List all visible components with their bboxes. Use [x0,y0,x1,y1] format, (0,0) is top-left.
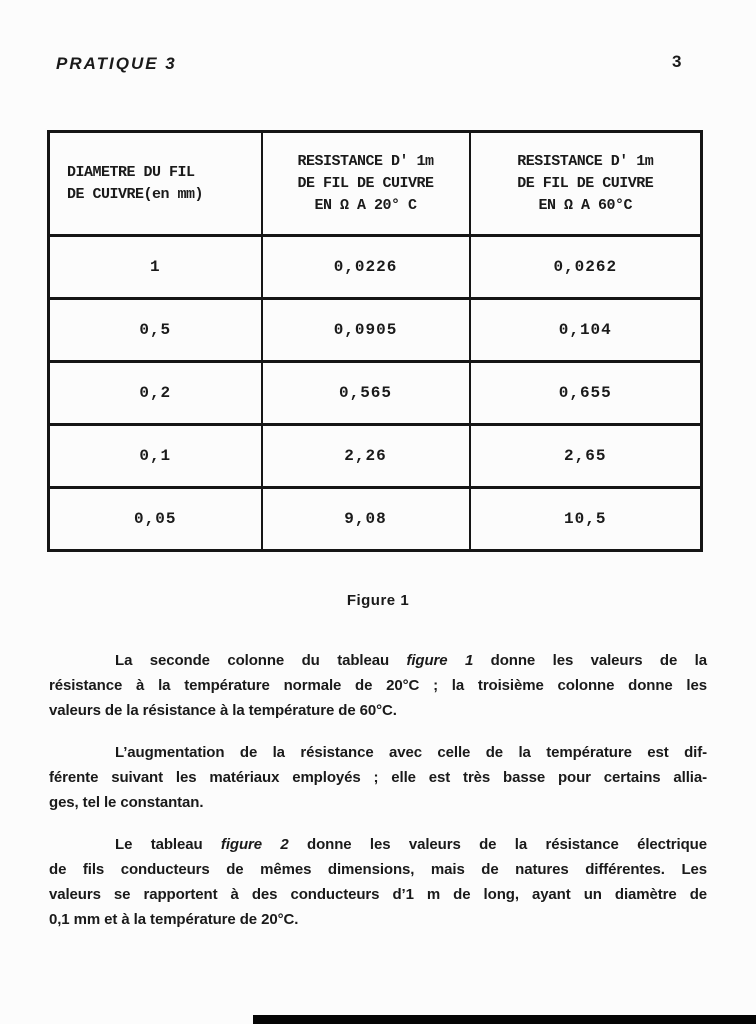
text-segment: 0,1 mm et à la température de 20°C. [49,911,299,928]
column-header-line: DE FIL DE CUIVRE [517,174,654,192]
paragraph [49,740,707,815]
column-header-1 [262,132,470,236]
text-line [49,673,707,698]
text-line [49,765,707,790]
text-segment: valeurs se rapportent à des conducteurs d’1 m de long, ayant un diamètre de [49,886,707,903]
page-number: 3 [672,52,682,71]
table-cell: 0,0262 [470,236,702,299]
text-line [49,790,707,815]
text-line [49,857,707,882]
text-segment: férente suivant les matériaux employés ; elle est très basse pour certains allia- [49,769,707,786]
page-header-title: PRATIQUE 3 [56,54,177,73]
paragraph [49,832,707,932]
table-header-row [49,132,702,236]
column-header-line: EN Ω A 60°C [538,196,633,214]
text-segment: de fils conducteurs de mêmes dimensions, mais de natures différentes. Les [49,861,707,878]
table-cell: 0,1 [49,425,262,488]
table-cell: 1 [49,236,262,299]
column-header-line: RESISTANCE D' 1m [517,152,654,170]
column-header-line: DIAMETRE DU FIL [67,163,195,181]
table-cell: 9,08 [262,488,470,551]
table-row [49,299,702,362]
text-segment: valeurs de la résistance à la température de 60°C. [49,702,397,719]
table-cell: 0,565 [262,362,470,425]
paragraph [49,648,707,723]
column-header-line: EN Ω A 20° C [314,196,417,214]
text-line [49,882,707,907]
table-header [49,132,702,236]
resistance-table [47,130,703,552]
table-cell: 0,0905 [262,299,470,362]
table-cell: 0,655 [470,362,702,425]
table-body [49,236,702,551]
column-header-line: DE FIL DE CUIVRE [297,174,434,192]
table-row [49,362,702,425]
table-cell: 2,26 [262,425,470,488]
text-segment: L’augmentation de la résistance avec celle de la température est dif- [115,744,707,761]
table-cell: 0,104 [470,299,702,362]
text-segment: donne les valeurs de la résistance électrique [288,836,707,853]
table-cell: 0,05 [49,488,262,551]
italic-reference: figure 2 [220,836,289,853]
table-cell: 2,65 [470,425,702,488]
table-row [49,488,702,551]
table-row [49,425,702,488]
text-line [49,832,707,857]
figure-caption: Figure 1 [346,592,410,609]
table-cell: 10,5 [470,488,702,551]
table-cell: 0,0226 [262,236,470,299]
text-line [49,740,707,765]
text-line [49,648,707,673]
text-segment: résistance à la température normale de 20°C ; la troisième colonne donne les [49,677,707,694]
body-text [49,648,707,949]
text-line [49,907,707,932]
text-line [49,698,707,723]
table-row [49,236,702,299]
column-header-0 [49,132,262,236]
column-header-line: RESISTANCE D' 1m [297,152,434,170]
text-segment: ges, tel le constantan. [49,794,204,811]
table-cell: 0,2 [49,362,262,425]
table-cell: 0,5 [49,299,262,362]
text-segment: donne les valeurs de la [473,652,707,669]
column-header-line: DE CUIVRE(en mm) [67,185,204,203]
text-segment: La seconde colonne du tableau [115,652,407,669]
scan-artifact-bar [253,1015,756,1024]
italic-reference: figure 1 [406,652,474,669]
column-header-2 [470,132,702,236]
text-segment: Le tableau [115,836,221,853]
